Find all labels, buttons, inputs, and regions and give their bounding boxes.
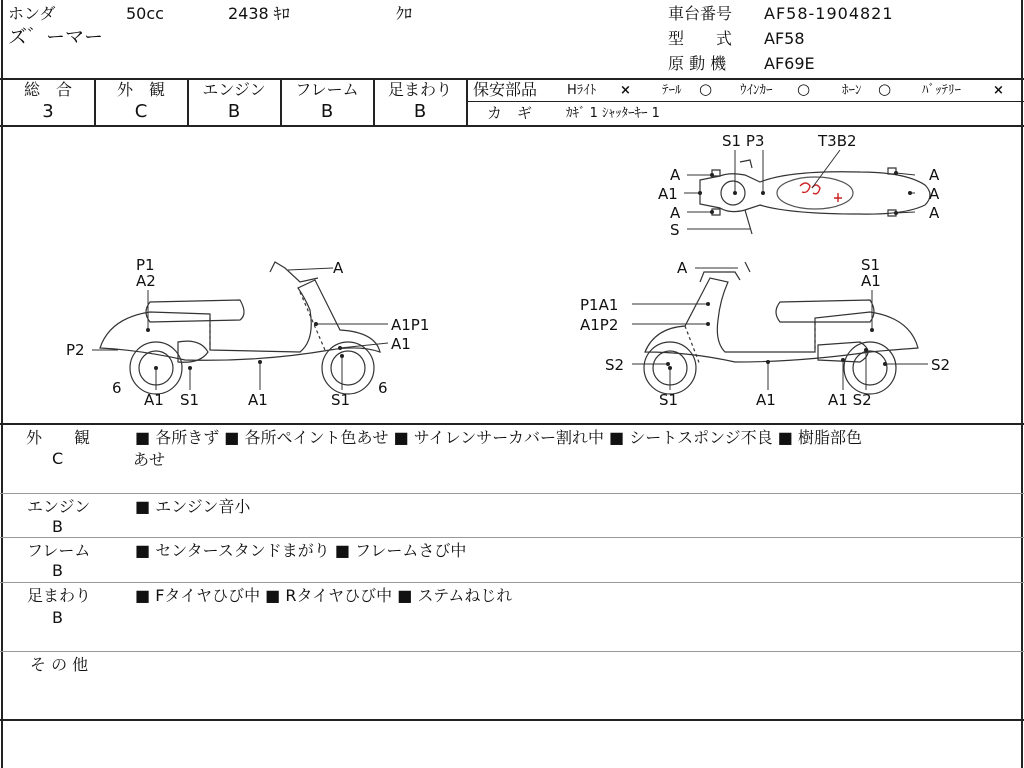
label-left-six-r: 6 xyxy=(378,379,388,397)
frame-no: AF58-1904821 xyxy=(764,4,894,23)
detail-engine-label: エンジン xyxy=(27,497,91,516)
label-right-s2-r: S2 xyxy=(931,356,951,374)
engine-grade-value: B xyxy=(227,101,241,122)
detail-exterior-grade: C xyxy=(52,449,64,468)
engine-value: AF69E xyxy=(764,54,815,73)
overall-label: 総 合 xyxy=(23,80,72,99)
detail-exterior-line1: ■ 各所きず ■ 各所ペイント色あせ ■ サイレンサーカバー割れ中 ■ シートスポンジ不良 ■ 樹脂部色 xyxy=(135,428,862,447)
label-left-p1: P1 xyxy=(136,256,155,274)
detail-suspension-label: 足まわり xyxy=(27,586,92,605)
label-right-s2-l: S2 xyxy=(605,356,625,374)
key-label: カ ギ xyxy=(487,104,533,122)
exterior-value: C xyxy=(134,101,148,122)
safety-mark-headlight: × xyxy=(620,83,631,98)
label-right-a-top: A xyxy=(677,259,688,277)
label-top-ar3: A xyxy=(929,204,940,222)
detail-frame-text: ■ センタースタンドまがり ■ フレームさび中 xyxy=(135,541,467,560)
safety-item-battery: ﾊﾞｯﾃﾘｰ xyxy=(922,83,961,98)
label-right-b-a1: A1 xyxy=(756,391,776,409)
safety-item-winker: ｳｲﾝｶｰ xyxy=(740,83,773,98)
frame-grade-value: B xyxy=(320,101,334,122)
overall-value: 3 xyxy=(42,101,54,122)
exterior-label: 外 観 xyxy=(116,80,165,99)
frame-grade-label: フレーム xyxy=(295,80,359,99)
label-left-a1r: A1 xyxy=(391,335,411,353)
key-value: ｶｷﾞ 1 ｼｬｯﾀｰｷｰ 1 xyxy=(566,106,660,121)
label-left-a-top: A xyxy=(333,259,344,277)
safety-item-horn: ﾎｰﾝ xyxy=(842,83,862,98)
safety-label: 保安部品 xyxy=(473,80,538,99)
label-left-b-s1-2: S1 xyxy=(331,391,351,409)
detail-suspension-text: ■ Fタイヤひび中 ■ Rタイヤひび中 ■ ステムねじれ xyxy=(135,586,513,605)
suspension-grade-value: B xyxy=(413,101,427,122)
label-left-b-a1-1: A1 xyxy=(144,391,164,409)
type-value: AF58 xyxy=(764,29,805,48)
label-left-b-a1-2: A1 xyxy=(248,391,268,409)
suspension-grade-label: 足まわり xyxy=(387,80,452,99)
displacement: 50cc xyxy=(126,4,164,23)
damage-diagram xyxy=(0,127,1024,423)
label-t3b2: T3B2 xyxy=(818,132,857,150)
maker: ホンダ xyxy=(8,4,56,23)
label-s1p3: S1 P3 xyxy=(722,132,765,150)
label-right-s1: S1 xyxy=(861,256,881,274)
engine-label: 原 動 機 xyxy=(668,54,727,73)
model-name: ズ゛ーマー xyxy=(8,26,104,48)
label-right-b-s1: S1 xyxy=(659,391,679,409)
label-right-b-a1s2: A1 S2 xyxy=(828,391,872,409)
label-left-p2: P2 xyxy=(66,341,85,359)
detail-engine-text: ■ エンジン音小 xyxy=(135,497,251,516)
label-left-b-s1-1: S1 xyxy=(180,391,200,409)
detail-frame-grade: B xyxy=(52,561,63,580)
label-left-a2: A2 xyxy=(136,272,156,290)
label-top-ar1: A xyxy=(929,166,940,184)
label-left-a1p1: A1P1 xyxy=(391,316,430,334)
label-right-a1p2: A1P2 xyxy=(580,316,619,334)
safety-mark-horn: ○ xyxy=(878,80,892,98)
label-right-a1: A1 xyxy=(861,272,881,290)
safety-mark-winker: ○ xyxy=(797,80,811,98)
frame-no-label: 車台番号 xyxy=(668,4,733,23)
label-top-a1-left: A1 xyxy=(658,185,678,203)
detail-exterior-label: 外 観 xyxy=(26,428,91,447)
detail-exterior-line2: あせ xyxy=(133,450,166,469)
detail-frame-label: フレーム xyxy=(27,541,91,560)
detail-suspension-grade: B xyxy=(52,608,63,627)
label-top-ar2: A xyxy=(929,185,940,203)
mileage: 2438 ｷﾛ xyxy=(228,4,290,23)
engine-grade-label: エンジン xyxy=(202,80,266,99)
label-top-a2: A xyxy=(670,204,681,222)
detail-engine-grade: B xyxy=(52,517,63,536)
label-top-s: S xyxy=(670,221,680,239)
label-left-six-l: 6 xyxy=(112,379,122,397)
safety-mark-battery: × xyxy=(993,83,1004,98)
safety-item-headlight: Hﾗｲﾄ xyxy=(567,83,597,98)
safety-item-tail: ﾃｰﾙ xyxy=(662,83,682,98)
label-top-a1: A xyxy=(670,166,681,184)
type-label: 型 式 xyxy=(668,29,733,48)
detail-other-label: そ の 他 xyxy=(30,655,89,674)
color: ｸﾛ xyxy=(396,4,413,23)
label-right-p1a1: P1A1 xyxy=(580,296,619,314)
safety-mark-tail: ○ xyxy=(699,80,713,98)
